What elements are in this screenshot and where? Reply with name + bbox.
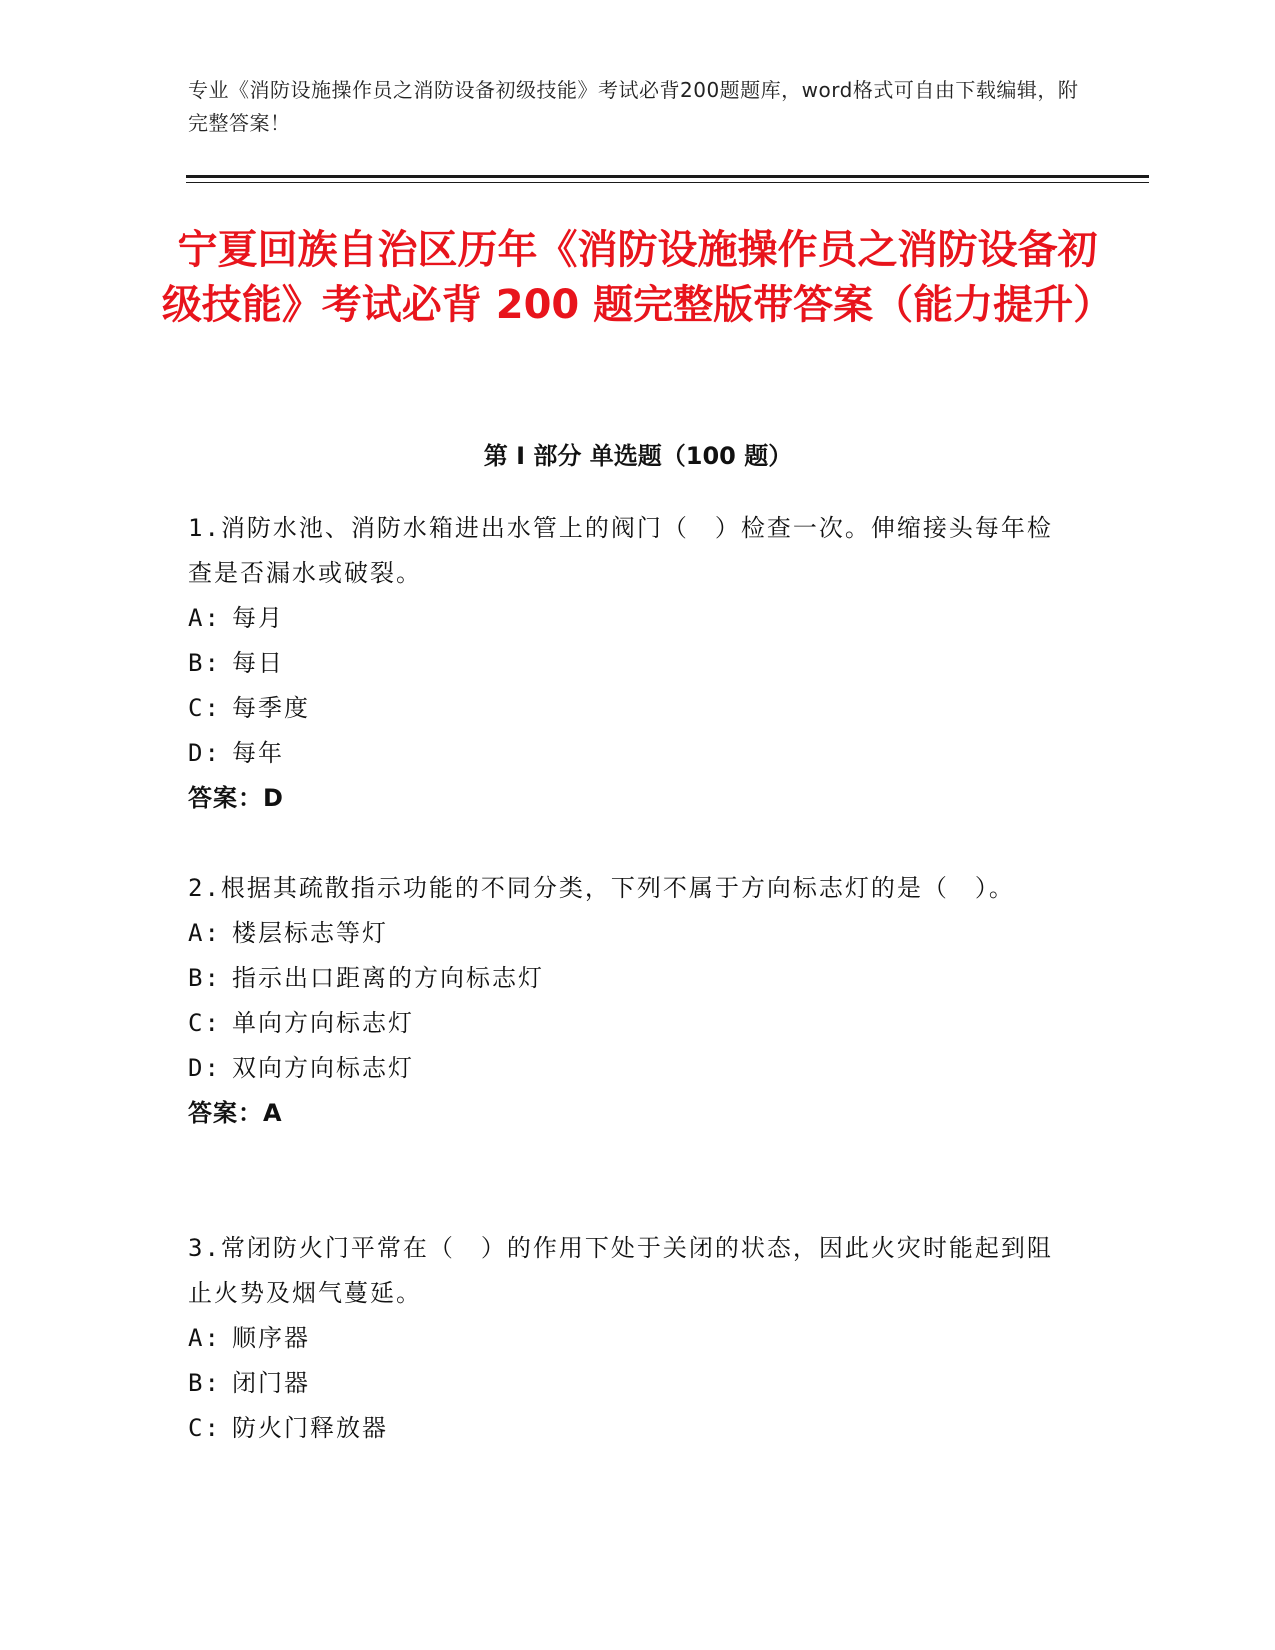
option-letter: C: [188, 1009, 221, 1037]
question-stem: 3.常闭防火门平常在（ ）的作用下处于关闭的状态，因此火灾时能起到阻止火势及烟气蔓延。 [188, 1234, 1053, 1307]
option-text: 双向方向标志灯 [232, 1054, 414, 1082]
header-note: 专业《消防设施操作员之消防设备初级技能》考试必背200题题库，word格式可自由下载编辑，附完整答案！ [188, 78, 1079, 135]
question-stem: 2.根据其疏散指示功能的不同分类，下列不属于方向标志灯的是（ ）。 [188, 874, 1015, 902]
option-text: 单向方向标志灯 [232, 1009, 414, 1037]
option-text: 每月 [232, 604, 284, 632]
option-letter: C: [188, 1414, 221, 1442]
answer-line: 答案：A [188, 1099, 283, 1127]
option-letter: B: [188, 1369, 221, 1397]
document-title: 宁夏回族自治区历年《消防设施操作员之消防设备初级技能》考试必背 200 题完整版带答案（能力提升） [161, 227, 1114, 328]
option-letter: D: [188, 1054, 221, 1082]
section-title: 第 I 部分 单选题（100 题） [483, 442, 793, 470]
header-divider-thin [186, 182, 1149, 183]
option-letter: A: [188, 919, 221, 947]
option-c [188, 1406, 1068, 1451]
option-text: 顺序器 [232, 1324, 310, 1352]
option-a [188, 911, 1068, 956]
option-text: 指示出口距离的方向标志灯 [232, 964, 544, 992]
question-2 [188, 866, 1068, 1136]
option-letter: B: [188, 649, 221, 677]
option-b [188, 1361, 1068, 1406]
option-b [188, 956, 1068, 1001]
option-text: 闭门器 [232, 1369, 310, 1397]
question-stem: 1.消防水池、消防水箱进出水管上的阀门（ ）检查一次。伸缩接头每年检查是否漏水或破裂。 [188, 514, 1053, 587]
option-text: 每年 [232, 739, 284, 767]
option-a [188, 1316, 1068, 1361]
header-divider-thick [186, 175, 1149, 178]
option-text: 防火门释放器 [232, 1414, 388, 1442]
question-3 [188, 1226, 1068, 1451]
option-letter: A: [188, 604, 221, 632]
option-d [188, 1046, 1068, 1091]
option-d [188, 731, 1068, 776]
option-letter: C: [188, 694, 221, 722]
question-1 [188, 506, 1068, 821]
option-a [188, 596, 1068, 641]
option-text: 楼层标志等灯 [232, 919, 388, 947]
option-letter: D: [188, 739, 221, 767]
option-b [188, 641, 1068, 686]
option-c [188, 1001, 1068, 1046]
answer-line: 答案：D [188, 784, 284, 812]
option-text: 每日 [232, 649, 284, 677]
option-letter: A: [188, 1324, 221, 1352]
option-c [188, 686, 1068, 731]
option-letter: B: [188, 964, 221, 992]
option-text: 每季度 [232, 694, 310, 722]
